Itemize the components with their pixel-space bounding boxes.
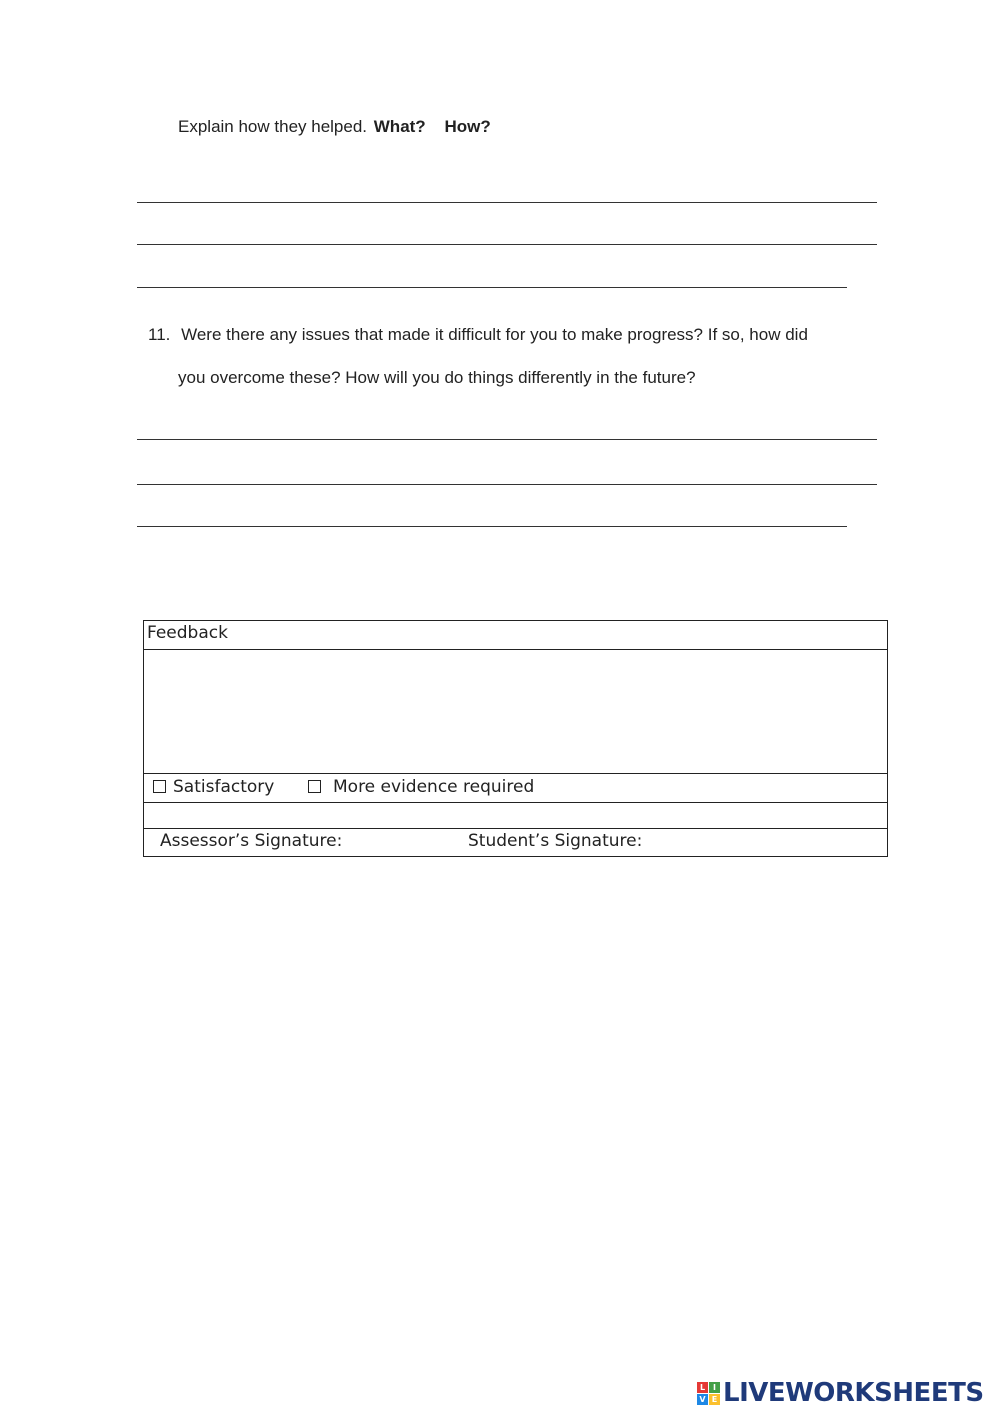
answer-line-q11-1[interactable] bbox=[137, 439, 877, 440]
feedback-header: Feedback bbox=[144, 621, 887, 650]
explain-prompt-what: What? bbox=[373, 117, 426, 136]
explain-prompt-text: Explain how they helped. bbox=[178, 117, 368, 136]
answer-line-explain-1[interactable] bbox=[137, 202, 877, 203]
satisfactory-checkbox[interactable] bbox=[153, 780, 166, 793]
explain-prompt bbox=[178, 117, 491, 137]
student-signature-label: Student’s Signature: bbox=[468, 831, 643, 851]
signature-row bbox=[144, 829, 887, 856]
assessor-signature-label: Assessor’s Signature: bbox=[160, 831, 343, 851]
feedback-table bbox=[143, 620, 888, 857]
logo-text: LIVEWORKSHEETS bbox=[723, 1378, 984, 1408]
logo-mark-letter: I bbox=[709, 1382, 720, 1393]
feedback-blank-row bbox=[144, 803, 887, 829]
logo-mark-letter: E bbox=[709, 1394, 720, 1405]
more-evidence-label: More evidence required bbox=[333, 777, 535, 797]
logo-mark-letter: V bbox=[697, 1394, 708, 1405]
satisfactory-label: Satisfactory bbox=[173, 777, 275, 797]
question-11-line-1 bbox=[148, 325, 808, 345]
more-evidence-checkbox[interactable] bbox=[308, 780, 321, 793]
feedback-options-row bbox=[144, 774, 887, 803]
liveworksheets-logo bbox=[697, 1379, 984, 1407]
answer-line-explain-2[interactable] bbox=[137, 244, 877, 245]
logo-mark-icon bbox=[697, 1382, 720, 1405]
logo-mark-letter: L bbox=[697, 1382, 708, 1393]
question-11-text-1: Were there any issues that made it difficult for you to make progress? If so, how did bbox=[181, 325, 808, 344]
explain-prompt-how: How? bbox=[444, 117, 491, 136]
feedback-text-area[interactable] bbox=[144, 650, 887, 774]
question-11-line-2: you overcome these? How will you do things differently in the future? bbox=[178, 368, 696, 387]
answer-line-explain-3[interactable] bbox=[137, 287, 847, 288]
question-11-number: 11. bbox=[148, 325, 171, 344]
answer-line-q11-3[interactable] bbox=[137, 526, 847, 527]
answer-line-q11-2[interactable] bbox=[137, 484, 877, 485]
